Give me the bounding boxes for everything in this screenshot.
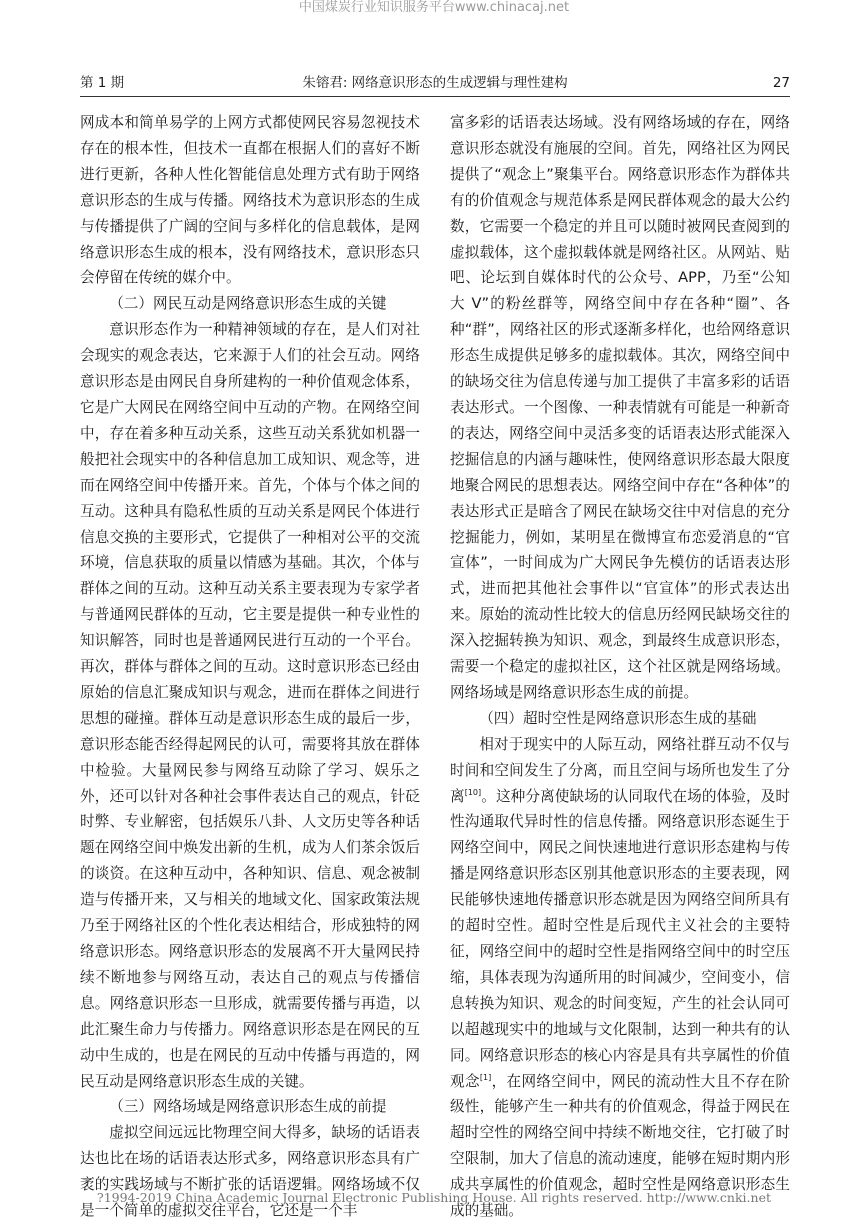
right-column (450, 110, 790, 1220)
citation-ref[interactable]: [10] (464, 787, 482, 797)
watermark: 中国煤炭行业知识服务平台www.chinacaj.net (298, 0, 570, 15)
article-title: 朱镕君: 网络意识形态的生成逻辑与理性建构 (302, 75, 568, 91)
section-heading: （三）网络场域是网络意识形态生成的前提 (109, 1098, 387, 1116)
paragraph: 网成本和简单易学的上网方式都使网民容易忽视技术存在的根本性，但技术一直都在根据人们的喜好不断进行更新，各种人性化智能信息处理方式有助于网络意识形态的生成与传播。网络技术为意识形态的生成与传播提供了广阔的空间与多样化的信息载体，是网络意识形态生成的根本，没有网络技术，意识形态只会停留在传统的媒介中。 (80, 114, 420, 287)
paragraph (450, 732, 790, 1224)
citation-ref[interactable]: [1] (479, 1072, 492, 1082)
section-heading: （二）网民互动是网络意识形态生成的关键 (109, 295, 387, 313)
paragraph-text: 。这种分离使缺场的认同取代在场的体验，及时性沟通取代异时性的信息传播。网络意识形态诞生于网络空间中，网民之间快速地进行意识形态建构与传播是网络意识形态区别其他意识形态的主要表现，网民能够快速地传播意识形态就是因为网络空间所具有的超时空性。超时空性是后现代主义社会的主要特征，网络空间中的超时空性是指网络空间中的时空压缩，具体表现为沟通所用的时间减少，空间变小，信息转换为知识、观念的时间变短，产生的社会认同可以超越现实中的地域与文化限制，达到一种共有的认同。网络意识形态的核心内容是具有共享属性的价值观念 (450, 787, 790, 1090)
running-head (80, 74, 790, 96)
left-column (80, 110, 420, 1220)
issue-label: 第 1 期 (80, 75, 125, 91)
paragraph-text: ，在网络空间中，网民的流动性大且不存在阶级性，能够产生一种共有的价值观念，得益于网民在超时空性的网络空间中持续不断地交往，它打破了时空限制，加大了信息的流动速度，能够在短时期内形成共享属性的价值观念，超时空性是网络意识形态生成的基础。 (450, 1072, 790, 1220)
page-number: 27 (772, 75, 790, 91)
section-heading: （四）超时空性是网络意识形态生成的基础 (479, 709, 757, 727)
paragraph: 虚拟空间远远比物理空间大得多，缺场的话语表达也比在场的话语表达形式多，网络意识形态具有广袤的实践场域与不断扩张的话语逻辑。网络场域不仅是一个简单的虚拟交往平台，它还是一个丰 (80, 1124, 420, 1220)
copyright-footer: ?1994-2019 China Academic Journal Electronic Publishing House. All rights reserved. http://www.cnki.net (97, 1190, 771, 1205)
paragraph: 意识形态作为一种精神领域的存在，是人们对社会现实的观念表达，它来源于人们的社会互动。网络意识形态是由网民自身所建构的一种价值观念体系，它是广大网民在网络空间中互动的产物。在网络空间中，存在着多种互动关系，这些互动关系犹如机器一般把社会现实中的各种信息加工成知识、观念等，进而在网络空间中传播开来。首先，个体与个体之间的互动。这种具有隐私性质的互动关系是网民个体进行信息交换的主要形式，它提供了一种相对公平的交流环境，信息获取的质量以情感为基础。其次，个体与群体之间的互动。这种互动关系主要表现为专家学者与普通网民群体的互动，它主要是提供一种专业性的知识解答，同时也是普通网民进行互动的一个平台。再次，群体与群体之间的互动。这时意识形态已经由原始的信息汇聚成知识与观念，进而在群体之间进行思想的碰撞。群体互动是意识形态生成的最后一步，意识形态能否经得起网民的认可，需要将其放在群体中检验。大量网民参与网络互动除了学习、娱乐之外，还可以针对各种社会事件表达自己的观点，针砭时弊、专业解密，包括娱乐八卦、人文历史等各种话题在网络空间中焕发出新的生机，成为人们茶余饭后的谈资。在这种互动中，各种知识、信息、观念被制造与传播开来，又与相关的地域文化、国家政策法规乃至于网络社区的个性化表达相结合，形成独特的网络意识形态。网络意识形态的发展离不开大量网民持续不断地参与网络互动，表达自己的观点与传播信息。网络意识形态一旦形成，就需要传播与再造，以此汇聚生命力与传播力。网络意识形态是在网民的互动中生成的，也是在网民的互动中传播与再造的，网民互动是网络意识形态生成的关键。 (80, 321, 420, 1090)
header-rule (80, 96, 790, 97)
paragraph-text: 相对于现实中的人际互动，网络社群互动不仅与时间和空间发生了分离，而且空间与场所也发生了分离 (450, 735, 790, 805)
paragraph: 富多彩的话语表达场域。没有网络场域的存在，网络意识形态就没有施展的空间。首先，网络社区为网民提供了“观念上”聚集平台。网络意识形态作为群体共有的价值观念与规范体系是网民群体观念的最大公约数，它需要一个稳定的并且可以随时被网民查阅到的虚拟载体，这个虚拟载体就是网络社区。从网站、贴吧、论坛到自媒体时代的公众号、APP，乃至“公知大 V”的粉丝群等，网络空间中存在各种“圈”、各种“群”，网络社区的形式逐渐多样化，也给网络意识形态生成提供足够多的虚拟载体。其次，网络空间中的缺场交往为信息传递与加工提供了丰富多彩的话语表达形式。一个图像、一种表情就有可能是一种新奇的表达，网络空间中灵活多变的话语表达形式能深入挖掘信息的内涵与趣味性，使网络意识形态最大限度地聚合网民的思想表达。网络空间中存在“各种体”的表达形式正是暗含了网民在缺场交往中对信息的充分挖掘能力，例如，某明星在微博宣布恋爱消息的“官宣体”，一时间成为广大网民争先模仿的话语表达形式，进而把其他社会事件以“官宣体”的形式表达出来。原始的流动性比较大的信息历经网民缺场交往的深入挖掘转换为知识、观念，到最终生成意识形态，需要一个稳定的虚拟社区，这个社区就是网络场域。网络场域是网络意识形态生成的前提。 (450, 114, 790, 701)
